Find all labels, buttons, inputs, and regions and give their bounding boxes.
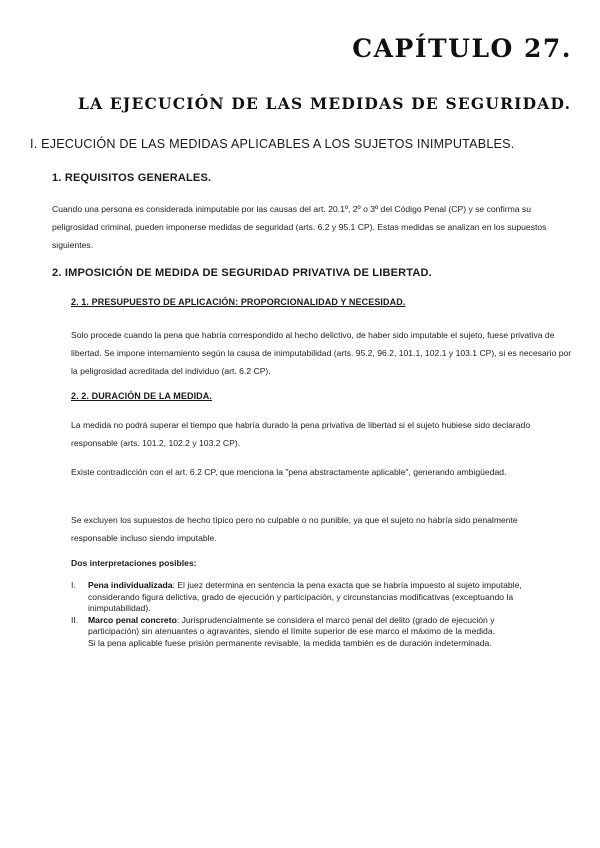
paragraph-duracion-2: Existe contradicción con el art. 6.2 CP, que menciona la "pena abstractamente aplicable", generando ambigüedad. (71, 467, 507, 477)
paragraph-duracion-3: Se excluyen los supuestos de hecho típico pero no culpable o no punible, ya que el sujeto no habría sido penalmente responsable incluso siendo imputable. (71, 515, 518, 543)
list-numeral: I. (71, 580, 76, 590)
list-item (71, 580, 531, 615)
paragraph-duracion-1: La medida no podrá superar el tiempo que habría durado la pena privativa de libertad si el sujeto hubiese sido declarado responsable (arts. 101.2, 102.2 y 103.2 CP). (71, 420, 531, 448)
list-numeral: II. (71, 614, 79, 625)
subsection-heading-imposicion: 2. IMPOSICIÓN DE MEDIDA DE SEGURIDAD PRIVATIVA DE LIBERTAD. (52, 267, 432, 279)
list-text: : El juez determina en sentencia la pena exacta que se habría impuesto al sujeto imputable, considerando figura delictiva, grado de ejecución y participación, y circunstancias modificativas (exceptuando la inimputabilidad). (88, 580, 522, 613)
list-text: : Jurisprudencialmente se considera el marco penal del delito (grado de ejecución y participación) sin atenuantes o agravantes, siendo el límite superior de ese marco el máximo de la medida. (88, 614, 495, 636)
subheading-presupuesto: 2. 1. PRESUPUESTO DE APLICACIÓN: PROPORCIONALIDAD Y NECESIDAD. (71, 297, 406, 307)
section-heading-1: I. EJECUCIÓN DE LAS MEDIDAS APLICABLES A LOS SUJETOS INIMPUTABLES. (30, 137, 515, 151)
subsection-heading-requisitos: 1. REQUISITOS GENERALES. (52, 172, 212, 184)
list-term: Marco penal concreto (88, 614, 177, 625)
subheading-duracion: 2. 2. DURACIÓN DE LA MEDIDA. (71, 391, 212, 401)
list-term: Pena individualizada (88, 580, 173, 590)
main-title: LA EJECUCIÓN DE LAS MEDIDAS DE SEGURIDAD. (78, 94, 572, 113)
paragraph-presupuesto: Solo procede cuando la pena que habría correspondido al hecho delictivo, de haber sido imputable el sujeto, fuese privativa de libertad. Se impone internamiento según la causa de inimputabilidad (arts. 95.2, 96.2, 101.1, 102.1 y 103.1 CP), si es necesario por la peligrosidad acreditada del individuo (art. 6.2 CP). (71, 330, 572, 376)
chapter-title: CAPÍTULO 27. (352, 34, 572, 63)
paragraph-requisitos: Cuando una persona es considerada inimputable por las causas del art. 20.1º, 2º o 3º del Código Penal (CP) y se confirma su peligrosidad criminal, pueden imponerse medidas de seguridad (arts. 6.2 y 95.1 CP). Estas medidas se analizan en los supuestos siguientes. (52, 204, 547, 250)
list-item (71, 615, 531, 650)
list-extra-text: Si la pena aplicable fuese prisión permanente revisable, la medida también es de duración indeterminada. (88, 637, 492, 648)
interpretations-list (71, 580, 531, 649)
interpretations-label: Dos interpretaciones posibles: (71, 558, 197, 568)
